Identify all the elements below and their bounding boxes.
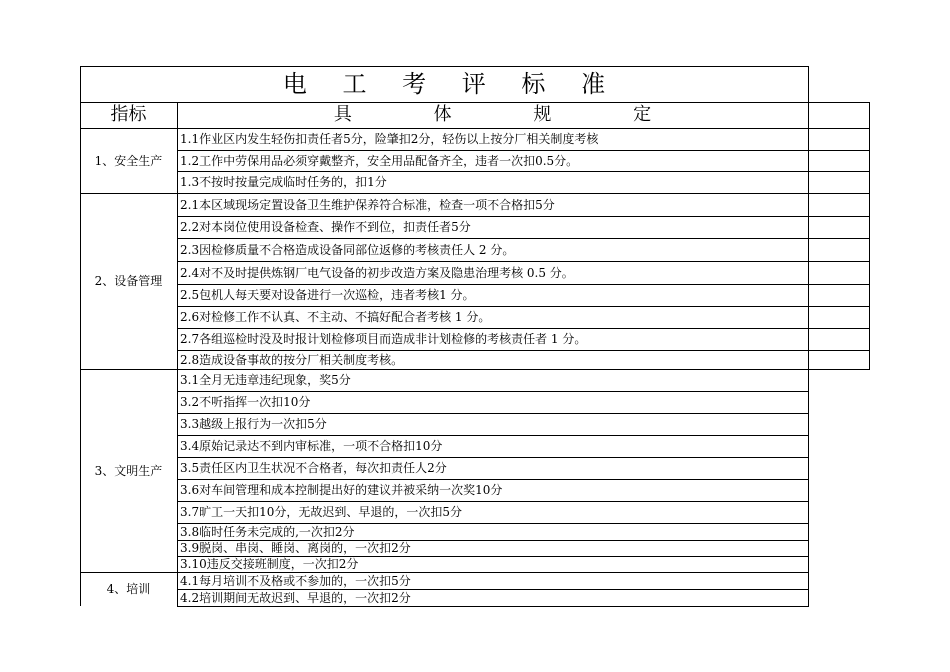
row-divider bbox=[177, 261, 870, 262]
title-right-border bbox=[808, 66, 809, 102]
rule-cell: 3.3越级上报行为一次扣5分 bbox=[180, 417, 327, 431]
rule-cell: 3.8临时任务未完成的,一次扣2分 bbox=[180, 524, 355, 539]
section-divider bbox=[80, 572, 177, 573]
rule-cell: 2.1本区域现场定置设备卫生维护保养符合标准，检查一项不合格扣5分 bbox=[180, 197, 555, 212]
row-divider bbox=[177, 306, 870, 307]
row-divider bbox=[177, 572, 809, 573]
row-divider bbox=[177, 284, 870, 285]
section-divider bbox=[80, 193, 177, 194]
row-divider bbox=[177, 457, 809, 458]
rule-cell: 2.7各组巡检时没及时报计划检修项目而造成非计划检修的考核责任者 1 分。 bbox=[180, 332, 587, 346]
rule-column-header: 具 体 规 定 bbox=[333, 104, 690, 125]
table-left-border bbox=[80, 66, 81, 606]
row-divider bbox=[177, 589, 809, 590]
row-divider bbox=[177, 150, 870, 151]
row-divider bbox=[177, 606, 809, 607]
rule-cell: 4.1每月培训不及格或不参加的，一次扣5分 bbox=[180, 573, 411, 588]
rule-cell: 1.2工作中劳保用品必须穿戴整齐，安全用品配备齐全，违者一次扣0.5分。 bbox=[180, 153, 579, 168]
rule-cell: 3.5责任区内卫生状况不合格者，每次扣责任人2分 bbox=[180, 461, 447, 475]
rule-cell: 3.4原始记录达不到内审标准，一项不合格扣10分 bbox=[180, 439, 443, 453]
rule-cell: 3.6对车间管理和成本控制提出好的建议并被采纳一次奖10分 bbox=[180, 483, 503, 497]
row-divider bbox=[177, 479, 809, 480]
rule-column-right-border bbox=[808, 369, 809, 606]
rule-cell: 3.9脱岗、串岗、睡岗、离岗的，一次扣2分 bbox=[180, 541, 411, 555]
row-divider bbox=[177, 435, 809, 436]
row-divider bbox=[177, 540, 809, 541]
row-divider bbox=[177, 171, 870, 172]
category-cell: 3、文明生产 bbox=[94, 463, 163, 478]
row-divider bbox=[177, 523, 809, 524]
row-divider bbox=[177, 350, 870, 351]
rule-cell: 3.7旷工一天扣10分，无故迟到、早退的，一次扣5分 bbox=[180, 505, 462, 519]
rule-cell: 1.1作业区内发生轻伤扣责任者5分，险肇扣2分，轻伤以上按分厂相关制度考核 bbox=[180, 132, 599, 146]
category-cell: 1、安全生产 bbox=[94, 153, 163, 168]
section-divider bbox=[80, 369, 177, 370]
row-divider bbox=[177, 216, 870, 217]
rule-cell: 2.8造成设备事故的按分厂相关制度考核。 bbox=[180, 352, 404, 367]
rule-cell: 3.10违反交接班制度，一次扣2分 bbox=[180, 557, 359, 571]
table-top-border bbox=[80, 66, 809, 67]
indicator-column-header: 指标 bbox=[110, 104, 147, 125]
rule-cell: 2.4对不及时提供炼钢厂电气设备的初步改造方案及隐患治理考核 0.5 分。 bbox=[180, 265, 574, 280]
title-divider bbox=[80, 102, 809, 103]
row-divider bbox=[177, 391, 809, 392]
row-divider bbox=[177, 369, 870, 370]
extra-column-top-border bbox=[808, 102, 870, 103]
rule-cell: 2.3因检修质量不合格造成设备同部位返修的考核责任人 2 分。 bbox=[180, 242, 515, 257]
page-title: 电 工 考 评 标 准 bbox=[282, 70, 620, 98]
rule-cell: 4.2培训期间无故迟到、早退的，一次扣2分 bbox=[180, 590, 411, 605]
row-divider bbox=[177, 501, 809, 502]
row-divider bbox=[177, 238, 870, 239]
category-cell: 4、培训 bbox=[106, 582, 151, 596]
row-divider bbox=[177, 413, 809, 414]
header-divider bbox=[80, 128, 870, 129]
column-divider bbox=[177, 102, 178, 606]
rule-cell: 2.2对本岗位使用设备检查、操作不到位，扣责任者5分 bbox=[180, 220, 471, 234]
row-divider bbox=[177, 328, 870, 329]
rule-cell: 2.6对检修工作不认真、不主动、不搞好配合者考核 1 分。 bbox=[180, 310, 491, 324]
row-divider bbox=[177, 556, 809, 557]
rule-cell: 3.1全月无违章违纪现象，奖5分 bbox=[180, 373, 351, 387]
category-cell: 2、设备管理 bbox=[94, 274, 163, 288]
row-divider bbox=[177, 193, 870, 194]
rule-cell: 3.2不听指挥一次扣10分 bbox=[180, 395, 311, 409]
rule-cell: 1.3不按时按量完成临时任务的，扣1分 bbox=[180, 175, 387, 189]
rule-cell: 2.5包机人每天要对设备进行一次巡检，违者考核1 分。 bbox=[180, 288, 475, 302]
